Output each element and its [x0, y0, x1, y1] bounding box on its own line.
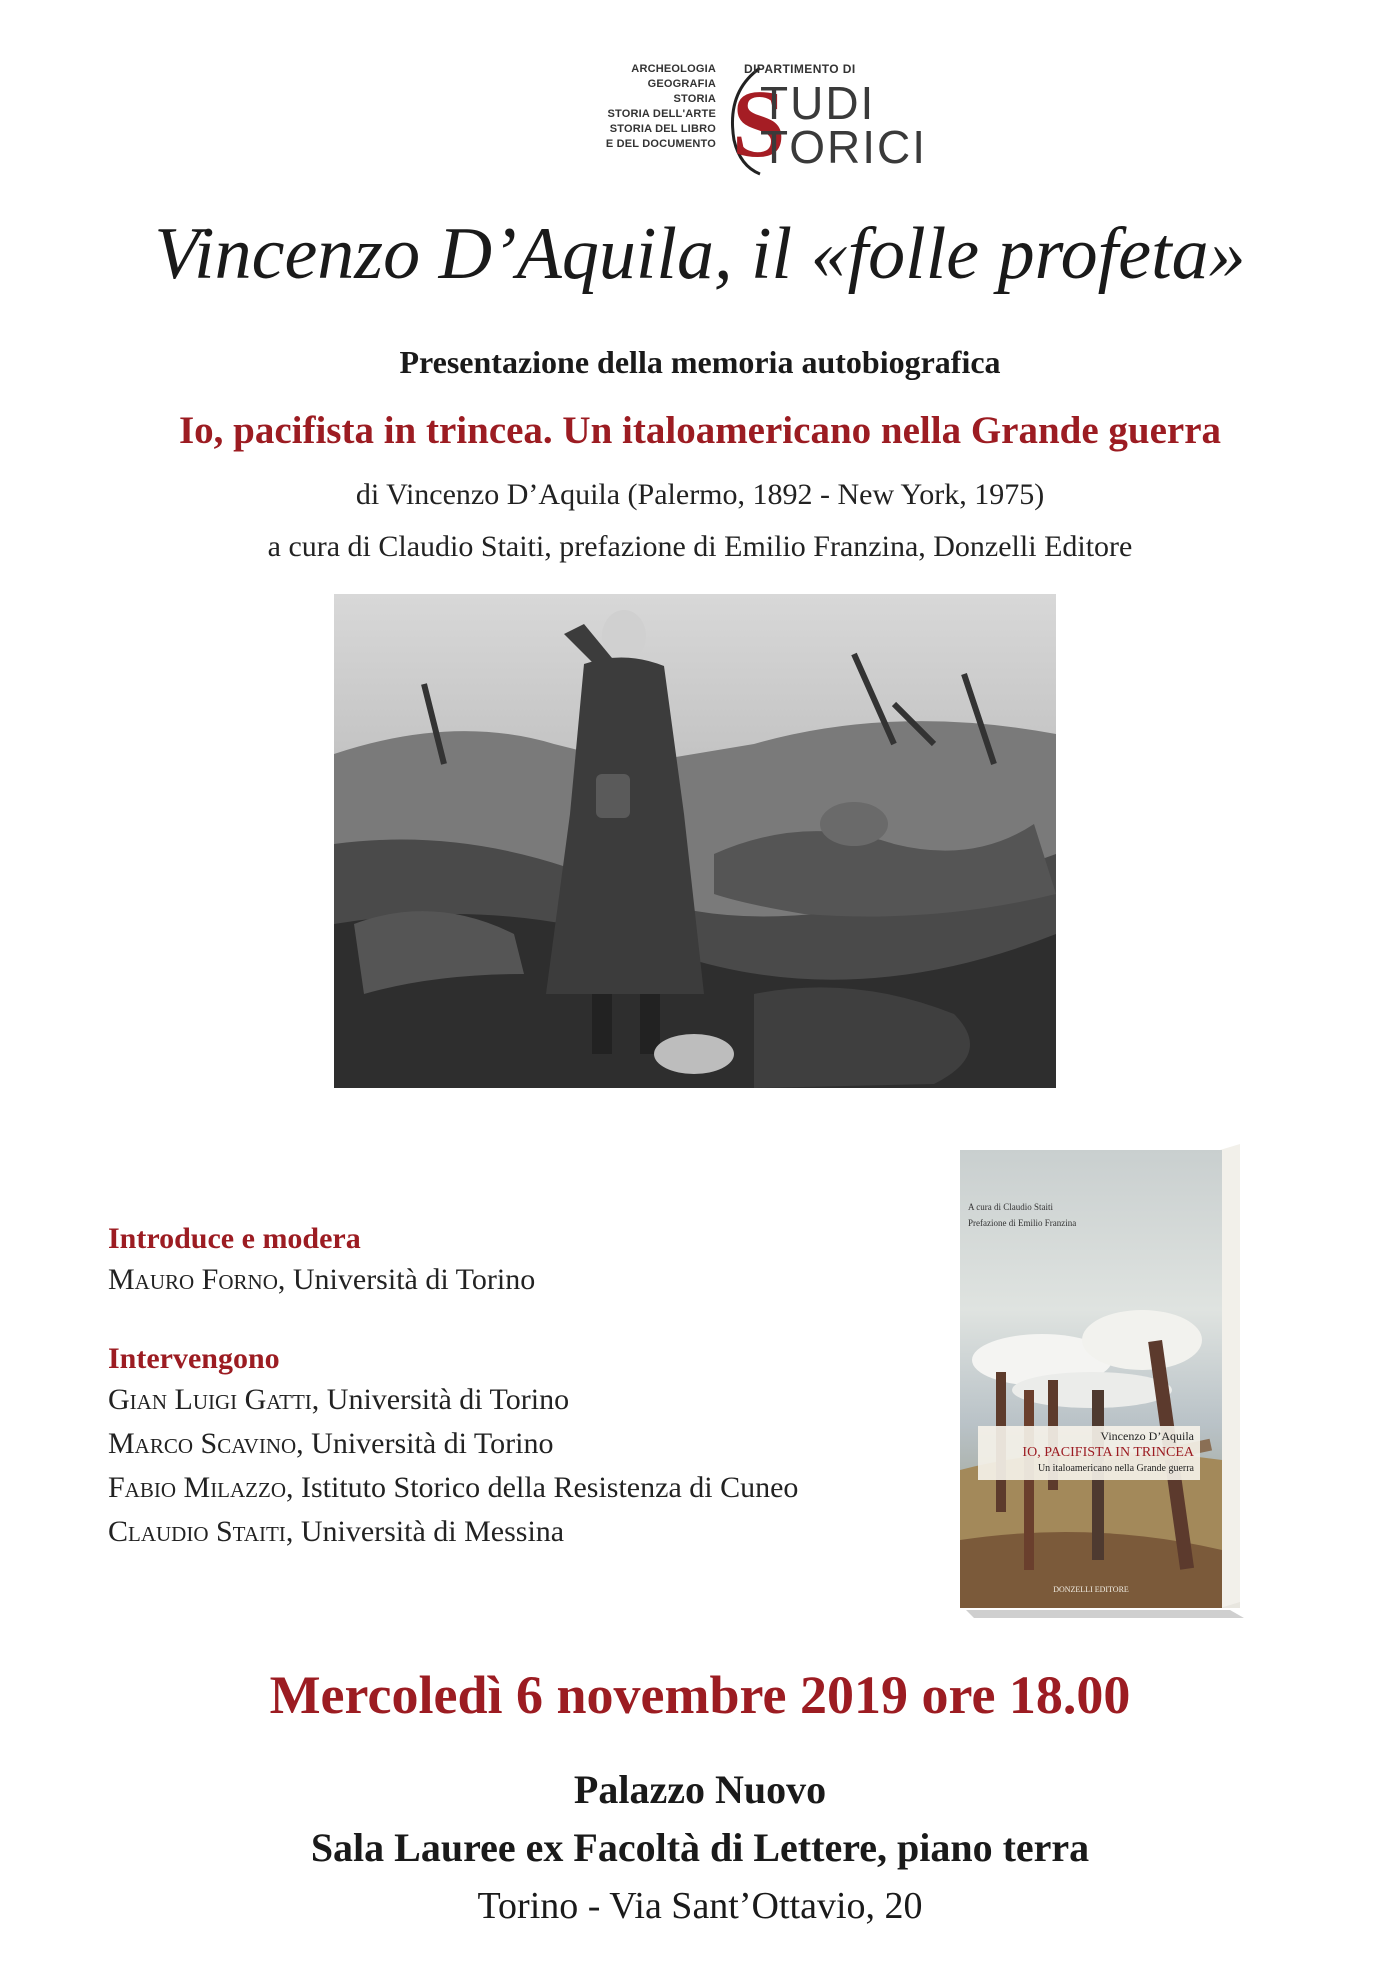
- speaker-entry: [108, 1466, 948, 1510]
- speaker-name: Claudio Staiti: [108, 1515, 286, 1548]
- speaker-affiliation: , Università di Messina: [285, 1515, 565, 1548]
- speaker-affiliation: , Università di Torino: [296, 1427, 554, 1460]
- editors-line: a cura di Claudio Staiti, prefazione di Emilio Franzina, Donzelli Editore: [267, 530, 1133, 563]
- moderator-entry: [108, 1258, 948, 1302]
- venue-room: Sala Lauree ex Facoltà di Lettere, piano terra: [310, 1825, 1090, 1870]
- cover-subtitle: Un italoamericano nella Grande guerra: [1037, 1463, 1194, 1474]
- logo-department: DIPARTIMENTO DI: [744, 62, 856, 76]
- logo-disciplines: ARCHEOLOGIA GEOGRAFIA STORIA STORIA DELL'ARTE STORIA DEL LIBRO E DEL DOCUMENTO: [605, 63, 716, 150]
- event-title: Vincenzo D’Aquila, il «folle profeta»: [154, 213, 1246, 295]
- speaker-entry: [108, 1510, 948, 1554]
- department-logo: [580, 62, 928, 182]
- book-cover-image: [952, 1140, 1244, 1618]
- cover-publisher: DONZELLI EDITORE: [1053, 1585, 1129, 1594]
- logo-initial-s: S: [732, 70, 786, 177]
- book-title: Io, pacifista in trincea. Un italoamericano nella Grande guerra: [178, 409, 1222, 452]
- event-subtitle: Presentazione della memoria autobiografica: [399, 344, 1001, 380]
- speaker-name: Fabio Milazzo: [108, 1471, 286, 1504]
- moderator-heading: Introduce e modera: [108, 1222, 361, 1255]
- cover-title: IO, PACIFISTA IN TRINCEA: [1022, 1445, 1194, 1460]
- book-cover: [952, 1140, 1244, 1618]
- trench-photo-image: [334, 594, 1056, 1088]
- speaker-affiliation: , Università di Torino: [277, 1263, 536, 1296]
- trench-photograph: [334, 594, 1056, 1088]
- cover-editor-credit: A cura di Claudio Staiti: [968, 1202, 1053, 1212]
- speaker-name: Marco Scavino: [108, 1427, 297, 1460]
- speakers-section: [108, 1220, 948, 1554]
- venue-building: Palazzo Nuovo: [573, 1767, 827, 1812]
- logo-studi: TUDI: [760, 77, 876, 129]
- logo-storici: TORICI: [760, 121, 928, 173]
- speaker-name: Mauro Forno: [108, 1263, 278, 1296]
- speaker-entry: [108, 1378, 948, 1422]
- cover-author: Vincenzo D’Aquila: [1100, 1429, 1194, 1443]
- studi-storici-logotype: [720, 62, 928, 182]
- speaker-affiliation: , Università di Torino: [311, 1383, 570, 1416]
- event-date: Mercoledì 6 novembre 2019 ore 18.00: [269, 1665, 1131, 1725]
- speaker-entry: [108, 1422, 948, 1466]
- speakers-heading: Intervengono: [108, 1342, 280, 1375]
- speaker-affiliation: , Istituto Storico della Resistenza di Cuneo: [286, 1471, 799, 1504]
- cover-preface-credit: Prefazione di Emilio Franzina: [968, 1218, 1077, 1228]
- author-line: di Vincenzo D’Aquila (Palermo, 1892 - New York, 1975): [355, 478, 1045, 511]
- speaker-name: Gian Luigi Gatti: [108, 1383, 312, 1416]
- venue-address: Torino - Via Sant’Ottavio, 20: [477, 1885, 923, 1927]
